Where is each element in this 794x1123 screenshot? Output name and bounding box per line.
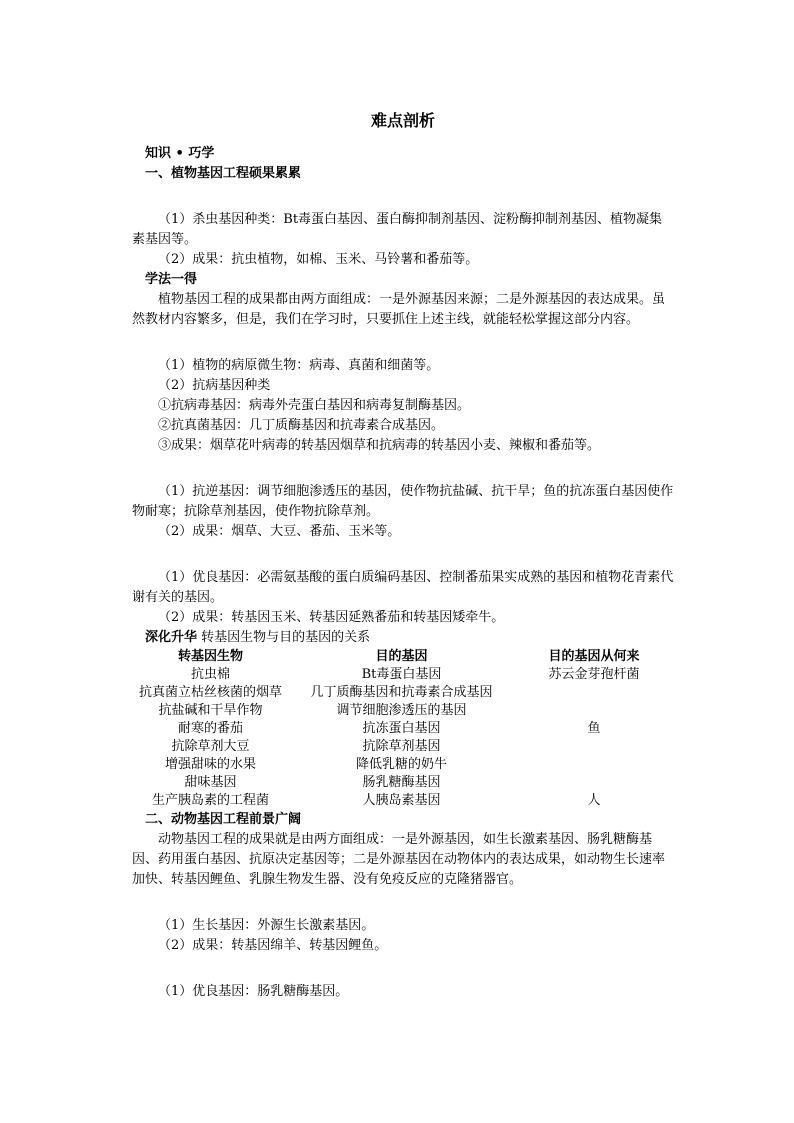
table-cell: 抗虫棉 <box>190 667 230 682</box>
table-cell <box>514 702 674 720</box>
table-cell: 抗冻蛋白基因 <box>362 721 441 736</box>
section-knowledge-heading: 知识 • 巧学 <box>145 146 215 161</box>
paragraph: （1）生长基因：外源生长激素基因。 <box>158 918 375 933</box>
paragraph: （1）优良基因：必需氨基酸的蛋白质编码基因、控制番茄果实成熟的基因和植物花青素代谢有关的基因。 <box>132 570 674 605</box>
page-title: 难点剖析 <box>370 111 435 130</box>
table-cell <box>514 774 674 792</box>
method-heading: 学法一得 <box>145 272 198 287</box>
paragraph: ①抗病毒基因：病毒外壳蛋白基因和病毒复制酶基因。 <box>158 398 471 413</box>
table-cell: 生产胰岛素的工程菌 <box>151 793 269 808</box>
table-cell: 抗除草剂基因 <box>362 739 441 754</box>
part2-heading: 二、动物基因工程前景广阔 <box>145 812 302 827</box>
table-header-cell: 目的基因 <box>375 649 428 664</box>
table-cell: 抗真菌立枯丝核菌的烟草 <box>138 685 282 700</box>
table-cell: 几丁质酶基因和抗毒素合成基因 <box>310 685 493 700</box>
table-cell: 调节细胞渗透压的基因 <box>336 703 467 718</box>
table-cell: 抗盐碱和干旱作物 <box>158 703 263 718</box>
table-cell: Bt毒蛋白基因 <box>361 667 442 682</box>
table-header-row <box>132 648 674 666</box>
table-row <box>132 720 674 738</box>
table-row <box>132 702 674 720</box>
table-cell <box>514 756 674 774</box>
part1-heading: 一、植物基因工程硕果累累 <box>145 166 302 181</box>
table-row <box>132 684 674 702</box>
paragraph: 动物基因工程的成果就是由两方面组成：一是外源基因，如生长激素基因、肠乳糖酶基因、药用蛋白基因、抗原决定基因等；二是外源基因在动物体内的表达成果，如动物生长速率加快、转基因鲤鱼、乳腺生物发生器、没有免疫反应的克隆猪器官。 <box>132 832 666 887</box>
paragraph: （2）成果：转基因玉米、转基因延熟番茄和转基因矮牵牛。 <box>158 610 505 625</box>
table-row <box>132 738 674 756</box>
paragraph: （2）成果：烟草、大豆、番茄、玉米等。 <box>158 524 401 539</box>
table-cell: 苏云金芽孢杆菌 <box>548 667 640 682</box>
table-row <box>132 792 674 810</box>
deepen-line <box>132 628 674 648</box>
table-row <box>132 666 674 684</box>
paragraph: 植物基因工程的成果都由两方面组成：一是外源基因来源；二是外源基因的表达成果。虽然教材内容繁多，但是，我们在学习时，只要抓住上述主线，就能轻松掌握这部分内容。 <box>132 292 666 327</box>
table-row <box>132 756 674 774</box>
table-cell: 肠乳糖酶基因 <box>362 775 441 790</box>
table-cell <box>514 738 674 756</box>
table-cell: 甜味基因 <box>184 775 237 790</box>
deepen-label: 深化升华 <box>145 630 198 645</box>
paragraph: （1）植物的病原微生物：病毒、真菌和细菌等。 <box>158 358 440 373</box>
paragraph: （1）优良基因：肠乳糖酶基因。 <box>158 984 349 999</box>
table-cell: 人 <box>587 793 601 808</box>
table-cell: 人胰岛素基因 <box>362 793 441 808</box>
table-cell: 抗除草剂大豆 <box>171 739 250 754</box>
paragraph: （2）成果：转基因绵羊、转基因鲤鱼。 <box>158 938 388 953</box>
paragraph: ②抗真菌基因：几丁质酶基因和抗毒素合成基因。 <box>158 418 445 433</box>
table-cell: 耐寒的番茄 <box>177 721 243 736</box>
paragraph: （1）抗逆基因：调节细胞渗透压的基因，使作物抗盐碱、抗干旱；鱼的抗冻蛋白基因使作物耐寒；抗除草剂基因，使作物抗除草剂。 <box>132 484 674 519</box>
table-cell <box>514 684 674 702</box>
deepen-text: 转基因生物与目的基因的关系 <box>197 630 371 645</box>
paragraph: （2）成果：抗虫植物，如棉、玉米、马铃薯和番茄等。 <box>158 252 479 267</box>
paragraph: （1）杀虫基因种类：Bt毒蛋白基因、蛋白酶抑制剂基因、淀粉酶抑制剂基因、植物凝集素基因等。 <box>132 212 663 247</box>
paragraph: （2）抗病基因种类 <box>158 378 271 393</box>
table-cell: 增强甜味的水果 <box>164 757 256 772</box>
table-header-cell: 转基因生物 <box>177 649 243 664</box>
paragraph: ③成果：烟草花叶病毒的转基因烟草和抗病毒的转基因小麦、辣椒和番茄等。 <box>158 438 601 453</box>
gene-relations-table <box>132 648 674 810</box>
table-cell: 降低乳糖的奶牛 <box>355 757 447 772</box>
document-page <box>132 108 674 1002</box>
table-header-cell: 目的基因从何来 <box>548 649 640 664</box>
table-row <box>132 774 674 792</box>
table-cell: 鱼 <box>587 721 601 736</box>
